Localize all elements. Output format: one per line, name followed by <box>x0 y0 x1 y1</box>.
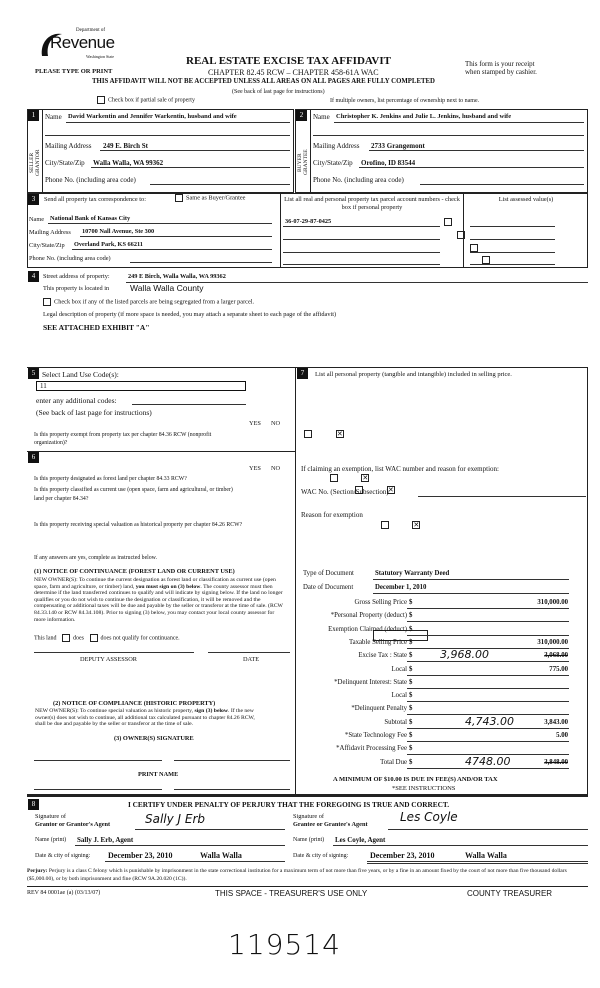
corr-city[interactable]: Overland Park, KS 66211 <box>74 241 143 248</box>
notice-continuance-title: (1) NOTICE OF CONTINUANCE (FOREST LAND OR CURRENT USE) <box>34 568 235 575</box>
deputy-assessor-label: DEPUTY ASSESSOR <box>80 656 137 663</box>
currency-sign: $ <box>409 652 413 660</box>
buyer-city-label: City/State/Zip <box>313 159 353 167</box>
forest-yes-checkbox[interactable] <box>330 474 338 482</box>
financial-value[interactable]: 310,000.00 <box>537 638 568 646</box>
does-checkbox[interactable] <box>62 634 70 642</box>
section-5-number: 5 <box>28 368 39 379</box>
land-use-code-input[interactable]: 11 <box>36 381 246 391</box>
send-correspondence-label: Send all property tax correspondence to: <box>44 196 146 203</box>
financial-label: Local <box>391 665 407 673</box>
currency-sign: $ <box>409 718 413 726</box>
personal-property-checkbox-2[interactable] <box>457 231 465 239</box>
partial-sale-label: Check box if partial sale of property <box>108 97 195 104</box>
currency-sign: $ <box>409 732 413 739</box>
current-use-no-checkbox[interactable]: ✕ <box>387 486 394 495</box>
financial-label: Excise Tax : State <box>358 652 407 660</box>
rev-number: REV 84 0001ae (a) (03/13/07) <box>27 890 101 896</box>
assessed-header: List assessed value(s) <box>498 196 554 203</box>
grantee-agent-label: Grantee or Grantee's Agent <box>293 821 368 828</box>
historic-yes-checkbox[interactable] <box>381 521 389 529</box>
certify-statement: I CERTIFY UNDER PENALTY OF PERJURY THAT THE FOREGOING IS TRUE AND CORRECT. <box>128 800 450 809</box>
buyer-phone-label: Phone No. (including area code) <box>313 176 404 184</box>
buyer-grantee-label: BUYER GRANTEE <box>297 149 309 176</box>
seller-phone-label: Phone No. (including area code) <box>45 176 136 184</box>
personal-property-label: List all personal property (tangible and intangible) included in selling price. <box>315 371 512 378</box>
no-header-6: NO <box>271 465 281 472</box>
buyer-name[interactable]: Christopher K. Jenkins and Julie L. Jenkins, husband and wife <box>336 113 512 120</box>
treasurer-space: THIS SPACE - TREASURER'S USE ONLY <box>215 889 368 898</box>
financial-label: Exemption Claimed (deduct) <box>328 625 407 633</box>
currency-sign: $ <box>409 612 413 620</box>
currency-sign: $ <box>409 638 413 646</box>
perjury-notice: Perjury: Perjury is a class C felony which is punishable by imprisonment in the state correctional institution for a maximum term of not more than five years, or by a fine in an amount fixed by the court of not more than five thousand dollars ($5,000.00), or by both imprisonment and fine (RCW 9A.20.020 (1C)). <box>27 868 567 882</box>
seller-name[interactable]: David Warkentin and Jennifer Warkentin, husband and wife <box>68 113 237 120</box>
currency-sign: $ <box>409 705 413 713</box>
legal-description[interactable]: SEE ATTACHED EXHIBIT "A" <box>43 323 150 332</box>
grantor-name-label: Name (print) <box>35 837 67 843</box>
yes-header-6: YES <box>249 465 261 472</box>
corr-address[interactable]: 10700 Nall Avenue, Ste 300 <box>82 228 155 235</box>
segregated-label: Check box if any of the listed parcels are being segregated from a larger parcel. <box>54 298 255 306</box>
grantor-name[interactable]: Sally J. Erb, Agent <box>77 836 134 844</box>
seller-grantor-label: SELLER GRANTOR <box>29 149 41 176</box>
financial-label: Subtotal <box>384 718 407 726</box>
corr-name-label: Name <box>29 216 45 223</box>
historic-no-checkbox[interactable]: ✕ <box>413 521 420 530</box>
current-use-question: Is this property classified as current use (open space, farm and agricultural, or timber) land per chapter 84.34? <box>34 487 233 502</box>
buyer-name-label: Name <box>313 113 330 121</box>
financial-label: Gross Selling Price <box>354 599 407 606</box>
exempt-no-checkbox[interactable]: ✕ <box>336 430 343 439</box>
reason-label: Reason for exemption <box>301 511 363 519</box>
financial-label: Total Due <box>380 758 407 766</box>
financial-label: *Delinquent Interest: State <box>334 678 407 686</box>
notice-compliance-text: NEW OWNER(S): To continue special valuation as historic property, sign (3) below. If the new owner(s) does not wish to continue, all additional tax calculated pursuant to chapter 84.26 RCW, shall be due and payable by the seller or transferor at the time of sale. <box>35 708 255 728</box>
buyer-address-label: Mailing Address <box>313 142 360 150</box>
financial-value[interactable]: 310,000.00 <box>537 599 568 606</box>
segregated-checkbox[interactable] <box>43 298 254 306</box>
no-header-5: NO <box>271 420 281 427</box>
grantor-sig-of: Signature of <box>35 813 66 820</box>
seller-address-label: Mailing Address <box>45 142 92 150</box>
form-title: REAL ESTATE EXCISE TAX AFFIDAVIT <box>186 55 391 67</box>
continuance-row: This land does does not qualify for continuance. <box>34 635 180 642</box>
seller-address[interactable]: 249 E. Birch St <box>103 142 148 150</box>
currency-sign: $ <box>409 599 413 606</box>
financial-label: Local <box>391 692 407 700</box>
property-street[interactable]: 249 E Birch, Walla Walla, WA 99362 <box>128 273 226 280</box>
seller-name-label: Name <box>45 113 62 121</box>
financial-value[interactable]: 3,848.00 <box>544 758 568 766</box>
doc-type[interactable]: Statutory Warranty Deed <box>375 570 450 577</box>
street-label: Street address of property: <box>43 273 110 280</box>
county[interactable]: Walla Walla County <box>130 283 204 293</box>
logo-name: Revenue <box>50 33 115 52</box>
currency-sign: $ <box>409 758 413 766</box>
handwritten-correction: 3,968.00 <box>440 648 489 662</box>
wac-label: WAC No. (Section/Subsection) <box>301 488 389 496</box>
land-use-see-back: (See back of last page for instructions) <box>36 408 152 417</box>
doc-date[interactable]: December 1, 2010 <box>375 584 427 591</box>
notice-continuance-text: NEW OWNER(S): To continue the current designation as forest land or classification as current use (open space, farm and agriculture, or timber) land, you must sign on (3) below. The county assessor must then determine if the land transferred continues to qualify and will indicate by signing below. If the land no longer qualifies or you do not wish to continue the designation or classification, it will be removed and the compensating or additional taxes will be due and payable by the seller or transferor at the time of sale. (RCW 84.33.140 or RCW 84.34.108). Prior to signing (3) below, you may contact your local county assessor for more information. <box>34 577 283 623</box>
section-6-number: 6 <box>28 452 39 463</box>
financial-label: *Personal Property (deduct) <box>330 612 407 620</box>
grantee-city[interactable]: Walla Walla <box>465 851 507 860</box>
seller-city[interactable]: Walla Walla, WA 99362 <box>93 159 164 167</box>
financial-label: *Delinquent Penalty <box>351 705 407 713</box>
section-4-number: 4 <box>28 271 39 282</box>
doc-date-label: Date of Document <box>303 584 354 591</box>
grantor-agent-label: Grantor or Grantor's Agent <box>35 821 111 828</box>
warning: THIS AFFIDAVIT WILL NOT BE ACCEPTED UNLESS ALL AREAS ON ALL PAGES ARE FULLY COMPLETED <box>92 78 435 85</box>
multiple-owners: If multiple owners, list percentage of ownership next to name. <box>330 98 480 104</box>
section-3-number: 3 <box>28 194 39 205</box>
financial-value[interactable]: 3,068.00 <box>544 652 568 660</box>
does-not-checkbox[interactable] <box>90 634 98 642</box>
exemption-label: If claiming an exemption, list WAC number and reason for exemption: <box>301 465 499 473</box>
seller-city-label: City/State/Zip <box>45 159 85 167</box>
handwritten-number: 119514 <box>228 928 341 961</box>
logo-state: Washington State <box>86 54 115 59</box>
see-back: (See back of last page for instructions) <box>232 89 325 95</box>
financial-value[interactable]: 3,843.00 <box>544 718 568 726</box>
additional-codes-label: enter any additional codes: <box>36 396 117 405</box>
financial-label: *Affidavit Processing Fee <box>336 745 407 753</box>
parcel-number[interactable]: 36-07-29-87-0425 <box>285 218 332 225</box>
grantor-city[interactable]: Walla Walla <box>200 851 242 860</box>
grantee-date[interactable]: December 23, 2010 <box>370 851 435 860</box>
currency-sign: $ <box>409 678 413 686</box>
grantee-date-label: Date & city of signing: <box>293 853 349 859</box>
receipt-note-2: when stamped by cashier. <box>465 68 537 76</box>
county-treasurer: COUNTY TREASURER <box>467 889 553 898</box>
section-1-number: 1 <box>28 110 39 121</box>
grantor-signature[interactable]: Sally J Erb <box>145 812 206 826</box>
grantee-name-label: Name (print) <box>293 837 325 843</box>
corr-phone-label: Phone No. (including area code) <box>29 255 111 262</box>
minimum-due: A MINIMUM OF $10.00 IS DUE IN FEE(S) AND/OR TAX <box>333 776 498 783</box>
same-as-buyer-checkbox[interactable] <box>175 194 245 202</box>
partial-sale-checkbox[interactable] <box>97 96 195 104</box>
grantee-name[interactable]: Les Coyle, Agent <box>335 836 386 844</box>
section-2-number: 2 <box>296 110 307 121</box>
section-7-number: 7 <box>297 368 308 379</box>
grantee-sig-of: Signature of <box>293 813 324 820</box>
print-name-label: PRINT NAME <box>138 771 179 778</box>
notice-compliance-title: (2) NOTICE OF COMPLIANCE (HISTORIC PROPERTY) <box>53 700 216 707</box>
handwritten-correction: 4748.00 <box>465 754 511 768</box>
grantee-signature[interactable]: Les Coyle <box>400 810 458 824</box>
historic-question: Is this property receiving special valuation as historical property per chapter 84.26 RCW? <box>34 522 243 528</box>
revenue-logo <box>38 28 123 64</box>
currency-sign: $ <box>409 665 413 673</box>
currency-sign: $ <box>409 625 413 633</box>
please-type: PLEASE TYPE OR PRINT <box>35 68 113 75</box>
section-8-number: 8 <box>28 799 39 810</box>
financial-value[interactable]: 5.00 <box>556 732 568 739</box>
exempt-yes-checkbox[interactable] <box>304 430 312 438</box>
land-use-label: Select Land Use Code(s): <box>42 370 119 379</box>
exempt-question: Is this property exempt from property tax per chapter 84.36 RCW (nonprofit organization)? <box>34 432 212 446</box>
currency-sign: $ <box>409 692 413 700</box>
corr-city-label: City/State/Zip <box>29 242 65 249</box>
corr-address-label: Mailing Address <box>29 229 71 236</box>
see-instructions: *SEE INSTRUCTIONS <box>392 785 456 792</box>
grantor-date-label: Date & city of signing: <box>35 853 91 859</box>
currency-sign: $ <box>409 745 413 753</box>
buyer-address[interactable]: 2733 Grangemont <box>371 142 425 150</box>
financial-label: Taxable Selling Price <box>348 638 407 646</box>
legal-label: Legal description of property (if more space is needed, you may attach a separate sheet to each page of the affidavit) <box>43 311 337 318</box>
grantor-date[interactable]: December 23, 2010 <box>108 851 173 860</box>
forest-no-checkbox[interactable]: ✕ <box>362 474 369 483</box>
located-label: This property is located in <box>43 285 110 292</box>
logo-dept: Department of <box>76 28 106 33</box>
handwritten-correction: 4,743.00 <box>465 714 514 728</box>
receipt-note-1: This form is your receipt <box>465 60 535 68</box>
same-as-buyer-label: Same as Buyer/Grantee <box>186 194 246 202</box>
financial-value[interactable]: 775.00 <box>549 665 568 673</box>
if-yes-note: If any answers are yes, complete as instructed below. <box>34 555 157 561</box>
doc-type-label: Type of Document <box>303 570 354 577</box>
date-label: DATE <box>243 656 260 663</box>
personal-property-checkbox-1[interactable] <box>444 218 452 226</box>
buyer-city[interactable]: Orofino, ID 83544 <box>361 159 416 167</box>
financial-label: *State Technology Fee <box>344 732 407 739</box>
forest-question: Is this property designated as forest land per chapter 84.33 RCW? <box>34 476 187 482</box>
chapter: CHAPTER 82.45 RCW – CHAPTER 458-61A WAC <box>208 68 379 77</box>
parcel-header: List all real and personal property tax parcel account numbers - check box if personal property <box>284 196 460 211</box>
corr-name[interactable]: National Bank of Kansas City <box>50 215 131 222</box>
yes-header-5: YES <box>249 420 261 427</box>
owner-signature-title: (3) OWNER(S) SIGNATURE <box>114 735 194 742</box>
